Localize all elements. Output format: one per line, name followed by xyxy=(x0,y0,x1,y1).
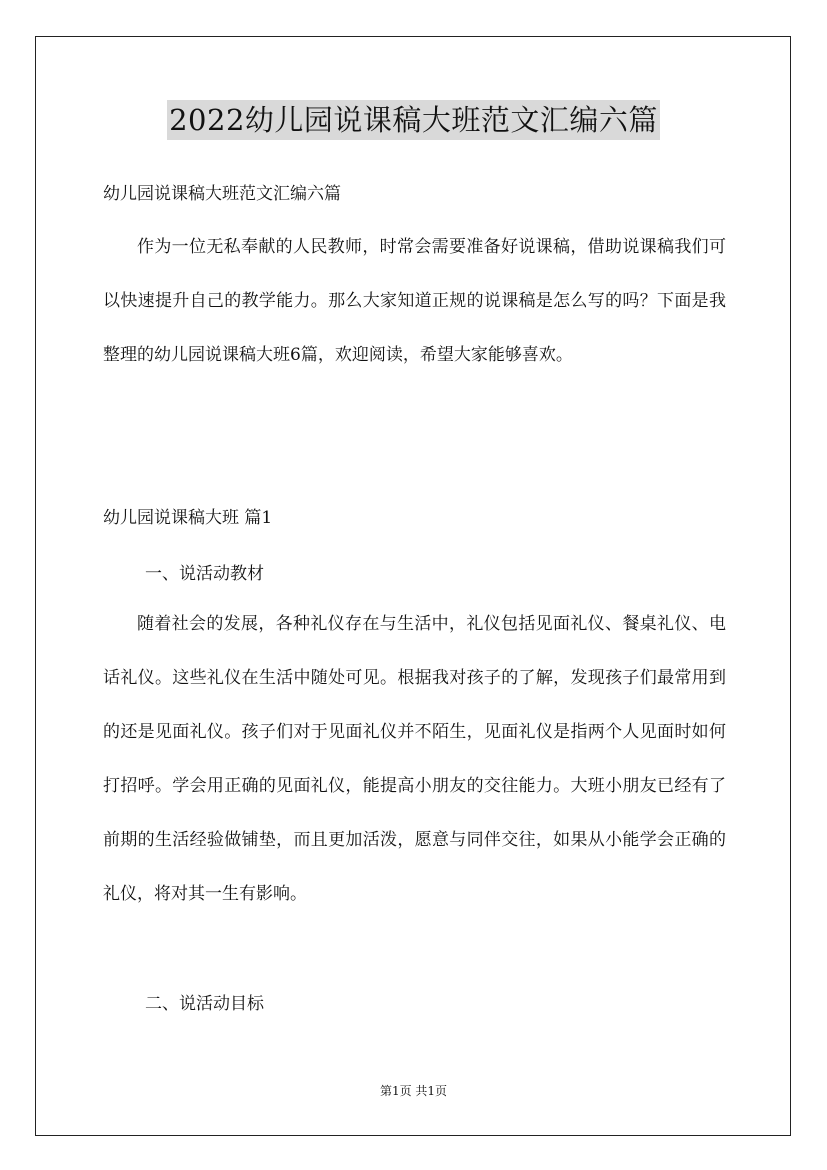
title-container xyxy=(0,100,827,140)
document-title: 2022幼儿园说课稿大班范文汇编六篇 xyxy=(167,100,660,140)
document-subtitle: 幼儿园说课稿大班范文汇编六篇 xyxy=(103,184,341,204)
section-title: 幼儿园说课稿大班 篇1 xyxy=(103,508,273,528)
intro-paragraph: 作为一位无私奉献的人民教师，时常会需要准备好说课稿，借助说课稿我们可以快速提升自己的教学能力。那么大家知道正规的说课稿是怎么写的吗？下面是我整理的幼儿园说课稿大班6篇，欢迎阅读，希望大家能够喜欢。 xyxy=(103,237,726,365)
heading-activity-goals: 二、说活动目标 xyxy=(145,994,264,1014)
materials-paragraph: 随着社会的发展，各种礼仪存在与生活中，礼仪包括见面礼仪、餐桌礼仪、电话礼仪。这些礼仪在生活中随处可见。根据我对孩子的了解，发现孩子们最常用到的还是见面礼仪。孩子们对于见面礼仪并不陌生，见面礼仪是指两个人见面时如何打招呼。学会用正确的见面礼仪，能提高小朋友的交往能力。大班小朋友已经有了前期的生活经验做铺垫，而且更加活泼，愿意与同伴交往，如果从小能学会正确的礼仪，将对其一生有影响。 xyxy=(103,614,726,904)
page-footer: 第1页 共1页 xyxy=(379,1084,448,1098)
heading-activity-materials: 一、说活动教材 xyxy=(145,564,264,584)
